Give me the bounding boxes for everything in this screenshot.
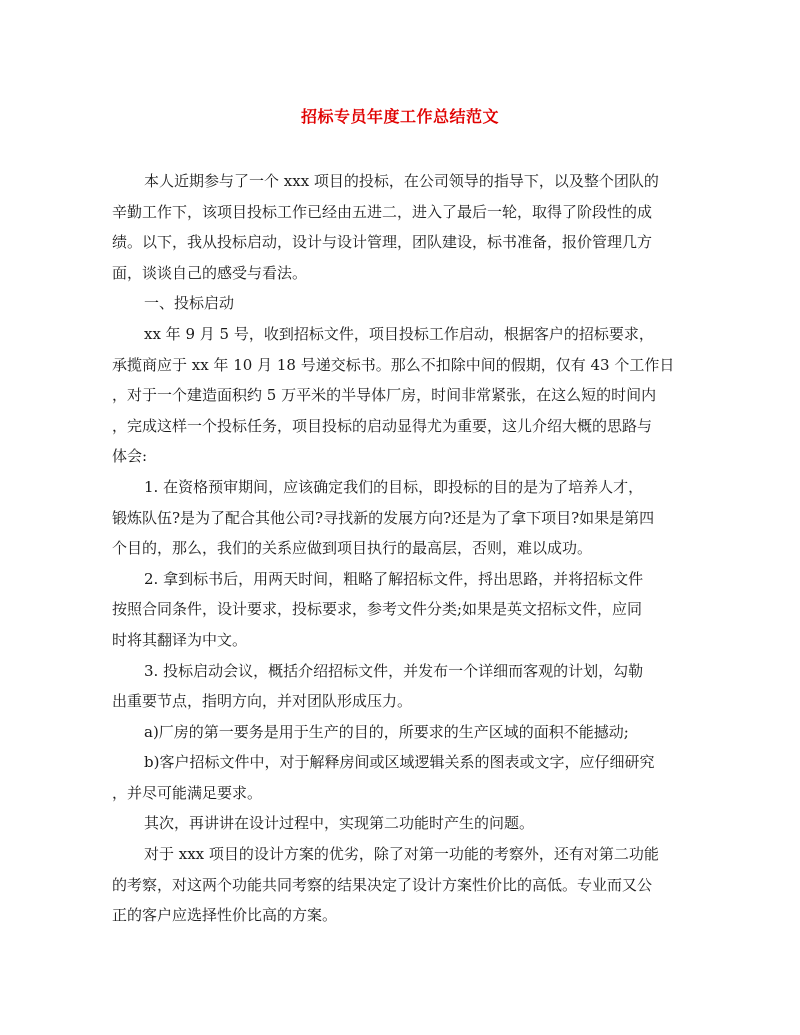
- paragraph-line: 正的客户应选择性价比高的方案。: [112, 906, 338, 925]
- list-item-line: 按照合同条件，设计要求，投标要求，参考文件分类;如果是英文招标文件，应同: [112, 600, 643, 619]
- paragraph-line: 体会:: [112, 447, 148, 466]
- list-item-line: 出重要节点，指明方向，并对团队形成压力。: [112, 692, 413, 711]
- section-heading: 一、投标启动: [144, 294, 235, 313]
- paragraph-line: 本人近期参与了一个 xxx 项目的投标，在公司领导的指导下，以及整个团队的: [144, 172, 659, 190]
- document-title: 招标专员年度工作总结范文: [300, 107, 499, 126]
- paragraph-line: 的考察，对这两个功能共同考察的结果决定了设计方案性价比的高低。专业而又公: [112, 875, 653, 894]
- paragraph-line: xx 年 9 月 5 号，收到招标文件，项目投标工作启动，根据客户的招标要求，: [144, 324, 654, 343]
- paragraph-line: 辛勤工作下，该项目投标工作已经由五进二，进入了最后一轮，取得了阶段性的成: [112, 202, 653, 221]
- list-item-line: 个目的，那么，我们的关系应做到项目执行的最高层，否则，难以成功。: [112, 539, 593, 558]
- list-item-line: 2. 拿到标书后，用两天时间，粗略了解招标文件，捋出思路，并将招标文件: [144, 569, 644, 588]
- list-item-line: 锻炼队伍?是为了配合其他公司?寻找新的发展方向?还是为了拿下项目?如果是第四: [112, 508, 655, 527]
- sub-item-line: a)厂房的第一要务是用于生产的目的，所要求的生产区域的面积不能撼动;: [144, 722, 629, 741]
- sub-item-line: b)客户招标文件中，对于解释房间或区域逻辑关系的图表或文字，应仔细研究: [144, 753, 655, 772]
- paragraph-line: 绩。以下，我从投标启动，设计与设计管理，团队建设，标书准备，报价管理几方: [112, 233, 653, 252]
- document-body: [112, 166, 690, 931]
- paragraph-line: ，对于一个建造面积约 5 万平米的半导体厂房，时间非常紧张，在这么短的时间内: [112, 386, 657, 405]
- paragraph-line: ，完成这样一个投标任务，项目投标的启动显得尤为重要，这儿介绍大概的思路与: [112, 416, 653, 435]
- sub-item-line: ，并尽可能满足要求。: [112, 783, 263, 802]
- paragraph-line: 对于 xxx 项目的设计方案的优劣，除了对第一功能的考察外，还有对第二功能: [144, 845, 659, 864]
- paragraph-line: 其次，再讲讲在设计过程中，实现第二功能时产生的问题。: [144, 814, 535, 833]
- list-item-line: 3. 投标启动会议，概括介绍招标文件，并发布一个详细而客观的计划，勾勒: [144, 661, 644, 680]
- list-item-line: 时将其翻译为中文。: [112, 630, 248, 649]
- list-item-line: 1. 在资格预审期间，应该确定我们的目标，即投标的目的是为了培养人才，: [144, 477, 644, 496]
- paragraph-line: 面，谈谈自己的感受与看法。: [112, 263, 308, 282]
- paragraph-line: 承揽商应于 xx 年 10 月 18 号递交标书。那么不扣除中间的假期，仅有 43 个工作日: [112, 355, 675, 374]
